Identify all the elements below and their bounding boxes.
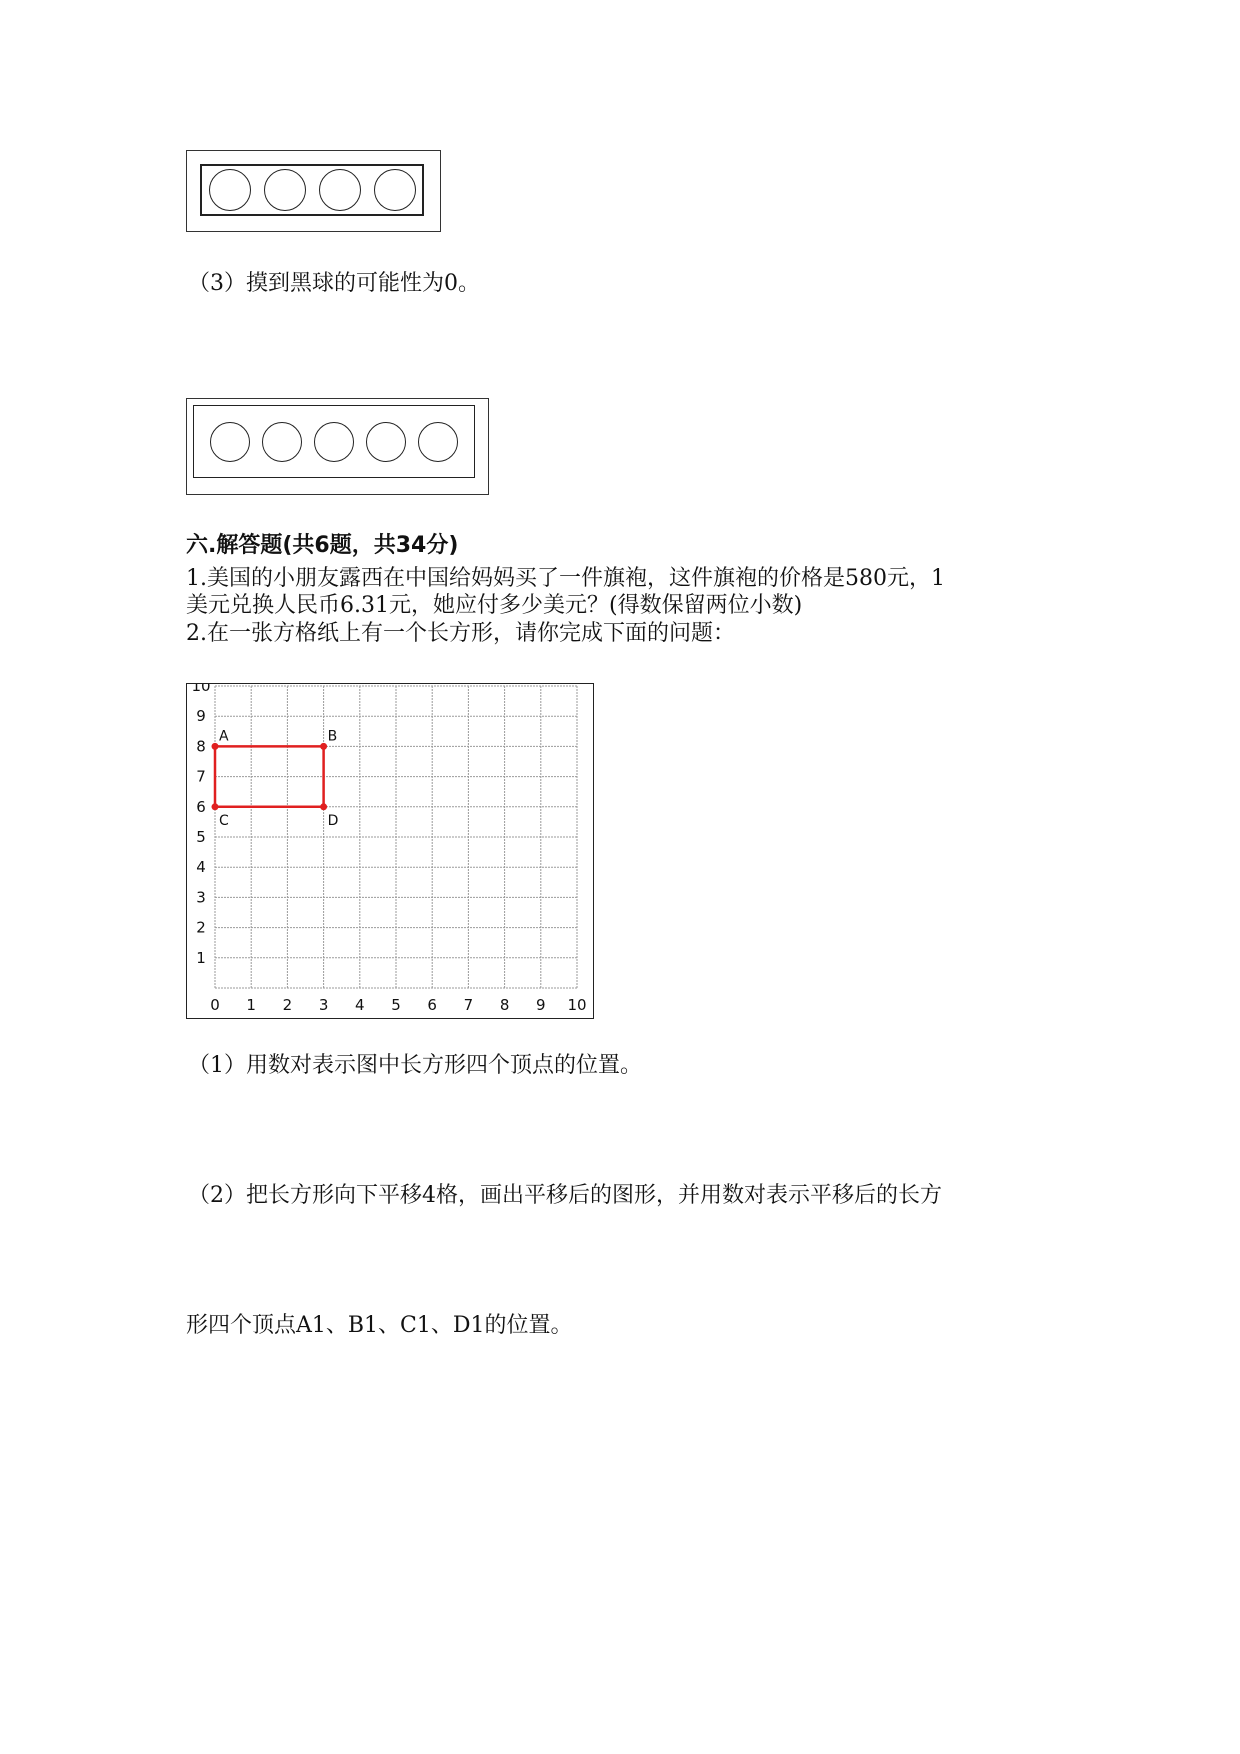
white-ball (374, 169, 416, 211)
vertex-point-d (320, 803, 327, 810)
question-1-line-1: 1.美国的小朋友露西在中国给妈妈买了一件旗袍，这件旗袍的价格是580元，1 (186, 566, 945, 591)
item-3-text: （3）摸到黑球的可能性为0。 (188, 271, 480, 296)
x-tick-label: 4 (355, 996, 365, 1014)
white-ball (366, 422, 406, 462)
y-tick-label: 6 (196, 797, 206, 816)
x-tick-label: 7 (463, 996, 474, 1014)
section-title: 六.解答题(共6题，共34分) (186, 533, 459, 558)
white-ball (262, 422, 302, 462)
ball-box-four (186, 150, 441, 232)
x-tick-label: 1 (246, 996, 256, 1014)
y-tick-label: 5 (196, 828, 206, 846)
question-2-sub-2-line-2: 形四个顶点A1、B1、C1、D1的位置。 (186, 1313, 573, 1338)
vertex-point-b (320, 743, 327, 750)
vertex-point-a (212, 743, 219, 750)
y-tick-label: 2 (196, 918, 206, 937)
ball-tray (193, 405, 475, 478)
x-tick-label: 8 (499, 996, 510, 1014)
vertex-label-a: A (219, 728, 229, 745)
grid-figure (187, 684, 592, 1017)
x-tick-label: 0 (210, 996, 220, 1014)
x-tick-label: 10 (567, 996, 587, 1014)
white-ball (209, 169, 251, 211)
vertex-label-c: C (219, 812, 229, 829)
vertex-point-c (212, 803, 219, 810)
x-tick-label: 3 (318, 996, 329, 1014)
x-tick-label: 2 (282, 996, 293, 1014)
y-tick-label: 8 (196, 737, 206, 756)
x-tick-label: 9 (536, 996, 546, 1014)
white-ball (319, 169, 361, 211)
white-ball (210, 422, 250, 462)
question-2-sub-1: （1）用数对表示图中长方形四个顶点的位置。 (188, 1053, 642, 1078)
question-2-intro: 2.在一张方格纸上有一个长方形，请你完成下面的问题： (186, 621, 735, 646)
white-ball (264, 169, 306, 211)
question-2-sub-2-line-1: （2）把长方形向下平移4格，画出平移后的图形，并用数对表示平移后的长方 (188, 1183, 942, 1208)
x-tick-label: 6 (427, 996, 437, 1014)
y-tick-label: 7 (196, 767, 206, 786)
white-ball (418, 422, 458, 462)
question-1-line-2: 美元兑换人民币6.31元，她应付多少美元？(得数保留两位小数) (186, 593, 803, 618)
y-tick-label: 3 (196, 888, 206, 907)
coordinate-grid (186, 683, 594, 1019)
y-tick-label: 1 (196, 948, 206, 967)
vertex-label-b: B (327, 728, 338, 745)
y-tick-label: 10 (191, 684, 211, 695)
ball-box-five (186, 398, 489, 495)
x-tick-label: 5 (391, 996, 401, 1014)
y-tick-label: 9 (196, 707, 206, 726)
vertex-label-d: D (327, 812, 339, 829)
white-ball (314, 422, 354, 462)
ball-tray (200, 164, 424, 216)
y-tick-label: 4 (196, 858, 206, 877)
